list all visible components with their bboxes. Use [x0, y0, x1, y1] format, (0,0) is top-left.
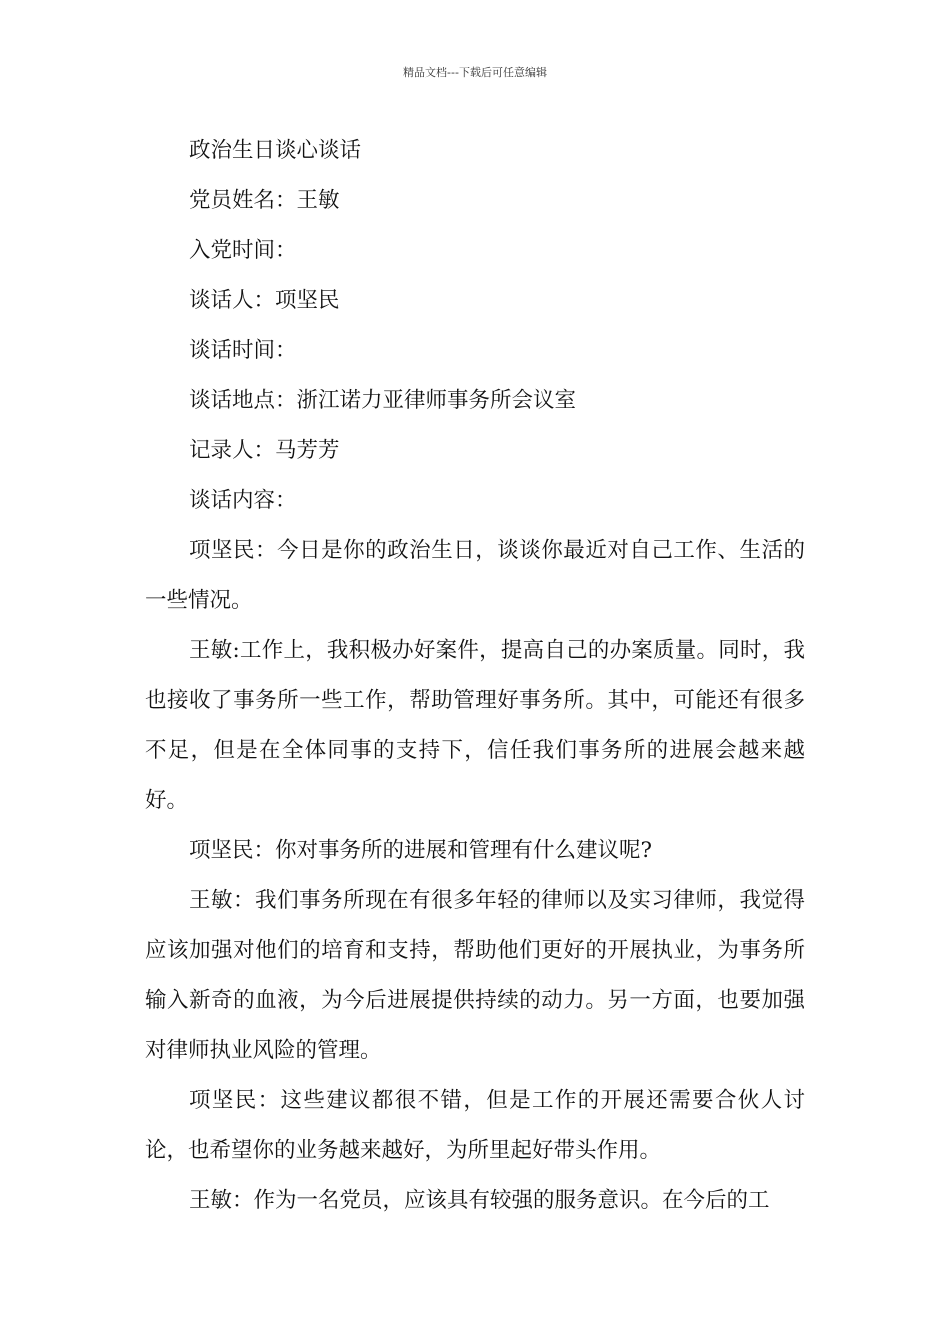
page-header: 精品文档---下载后可任意编辑 [403, 66, 547, 79]
talk-location-line: 谈话地点：浙江诺力亚律师事务所会议室 [189, 388, 577, 413]
talk-time-line: 谈话时间： [189, 338, 297, 363]
dialogue-paragraph: 项坚民：你对事务所的进展和管理有什么建议呢? [189, 838, 653, 863]
dialogue-paragraph: 王敏：我们事务所现在有很多年轻的律师以及实习律师，我觉得应该加强对他们的培育和支持，帮助他们更好的开展执业，为事务所输入新奇的血液，为今后进展提供持续的动力。另一方面，也要加强对律师执业风险的管理。 [145, 888, 805, 1063]
recorder-line: 记录人：马芳芳 [189, 438, 340, 463]
join-date-line: 入党时间： [189, 238, 297, 263]
talk-content-label: 谈话内容： [189, 488, 297, 513]
member-name-line: 党员姓名：王敏 [189, 188, 340, 213]
dialogue-paragraph: 项坚民：今日是你的政治生日，谈谈你最近对自己工作、生活的一些情况。 [145, 538, 805, 613]
document-body [145, 126, 805, 1226]
dialogue-paragraph: 王敏:工作上，我积极办好案件，提高自己的办案质量。同时，我也接收了事务所一些工作，帮助管理好事务所。其中，可能还有很多不足，但是在全体同事的支持下，信任我们事务所的进展会越来越好。 [145, 638, 805, 813]
interviewer-line: 谈话人：项坚民 [189, 288, 340, 313]
document-title: 政治生日谈心谈话 [189, 138, 362, 163]
dialogue-paragraph: 项坚民：这些建议都很不错，但是工作的开展还需要合伙人讨论，也希望你的业务越来越好，为所里起好带头作用。 [145, 1088, 805, 1163]
dialogue-paragraph: 王敏：作为一名党员，应该具有较强的服务意识。在今后的工 [189, 1188, 770, 1213]
